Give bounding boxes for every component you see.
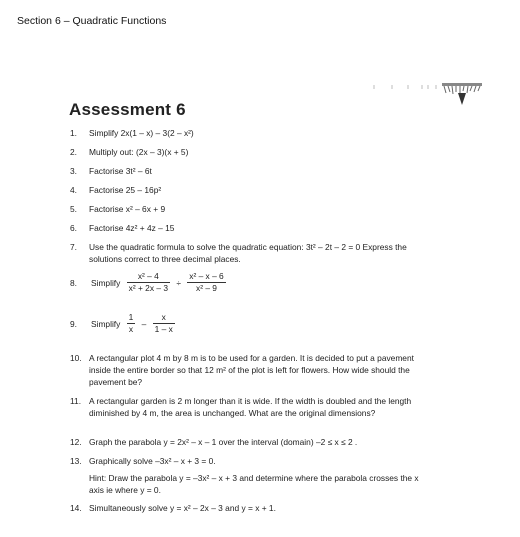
question-text: Factorise x² – 6x + 9 (89, 204, 166, 214)
question-text: Simultaneously solve y = x² – 2x – 3 and y = x + 1. (89, 503, 276, 513)
question-text: Use the quadratic formula to solve the quadratic equation: 3t² – 2t – 2 = 0 Express the solutions correct to three decimal places. (89, 242, 407, 264)
question-text: Simplify 2x(1 – x) – 3(2 – x²) (89, 128, 194, 138)
fraction-denominator: x² – 9 (196, 283, 217, 293)
question-number: 10. (70, 353, 82, 363)
assessment-title: Assessment 6 (69, 100, 186, 119)
fraction-2 (153, 312, 175, 335)
question-number: 9. (70, 319, 77, 329)
question-number: 2. (70, 147, 77, 157)
question-text: Graphically solve –3x² – x + 3 = 0. (89, 456, 216, 466)
fraction-denominator: 1 – x (154, 324, 173, 334)
fraction-1 (127, 312, 136, 335)
question-number: 5. (70, 204, 77, 214)
question-number: 14. (70, 503, 82, 513)
question-text: A rectangular plot 4 m by 8 m is to be used for a garden. It is decided to put a pavement inside the entire border so that 12 m² of the plot is left for flowers. How wide should the pavement be? (89, 353, 414, 387)
fraction-numerator: x (153, 312, 175, 324)
fraction-numerator: x² – 4 (127, 271, 170, 283)
question-number: 3. (70, 166, 77, 176)
fraction-denominator: x² + 2x – 3 (128, 283, 168, 293)
question-text: Factorise 4z² + 4z – 15 (89, 223, 175, 233)
question-number: 4. (70, 185, 77, 195)
fraction-2 (187, 271, 225, 294)
question-expression (89, 271, 228, 294)
question-text: Graph the parabola y = 2x² – x – 1 over the interval (domain) –2 ≤ x ≤ 2 . (89, 437, 358, 447)
question-number: 1. (70, 128, 77, 138)
question-prefix: Simplify (91, 318, 121, 329)
question-number: 6. (70, 223, 77, 233)
question-text: Multiply out: (2x – 3)(x + 5) (89, 147, 189, 157)
question-text: A rectangular garden is 2 m longer than it is wide. If the width is doubled and the length diminished by 4 m, the area is unchanged. What are the original dimensions? (89, 396, 412, 418)
hint-text: Hint: Draw the parabola y = –3x² – x + 3 and determine where the parabola crosses the x axis ie where y = 0. (89, 473, 419, 495)
question-number: 12. (70, 437, 82, 447)
fraction-1 (127, 271, 170, 294)
question-number: 7. (70, 242, 77, 252)
fraction-numerator: x² – x – 6 (189, 271, 224, 281)
question-expression (89, 312, 177, 335)
question-number: 11. (70, 396, 82, 406)
operator: – (141, 318, 147, 329)
fraction-denominator: x (128, 324, 134, 334)
question-text: Factorise 25 – 16p² (89, 185, 162, 195)
decorative-banner-graphic (364, 79, 488, 113)
question-number: 8. (70, 278, 77, 288)
section-header: Section 6 – Quadratic Functions (17, 15, 167, 27)
question-prefix: Simplify (91, 277, 121, 288)
operator: ÷ (176, 277, 181, 288)
fraction-numerator: 1 (128, 312, 134, 322)
question-text: Factorise 3t² – 6t (89, 166, 152, 176)
question-number: 13. (70, 456, 82, 466)
